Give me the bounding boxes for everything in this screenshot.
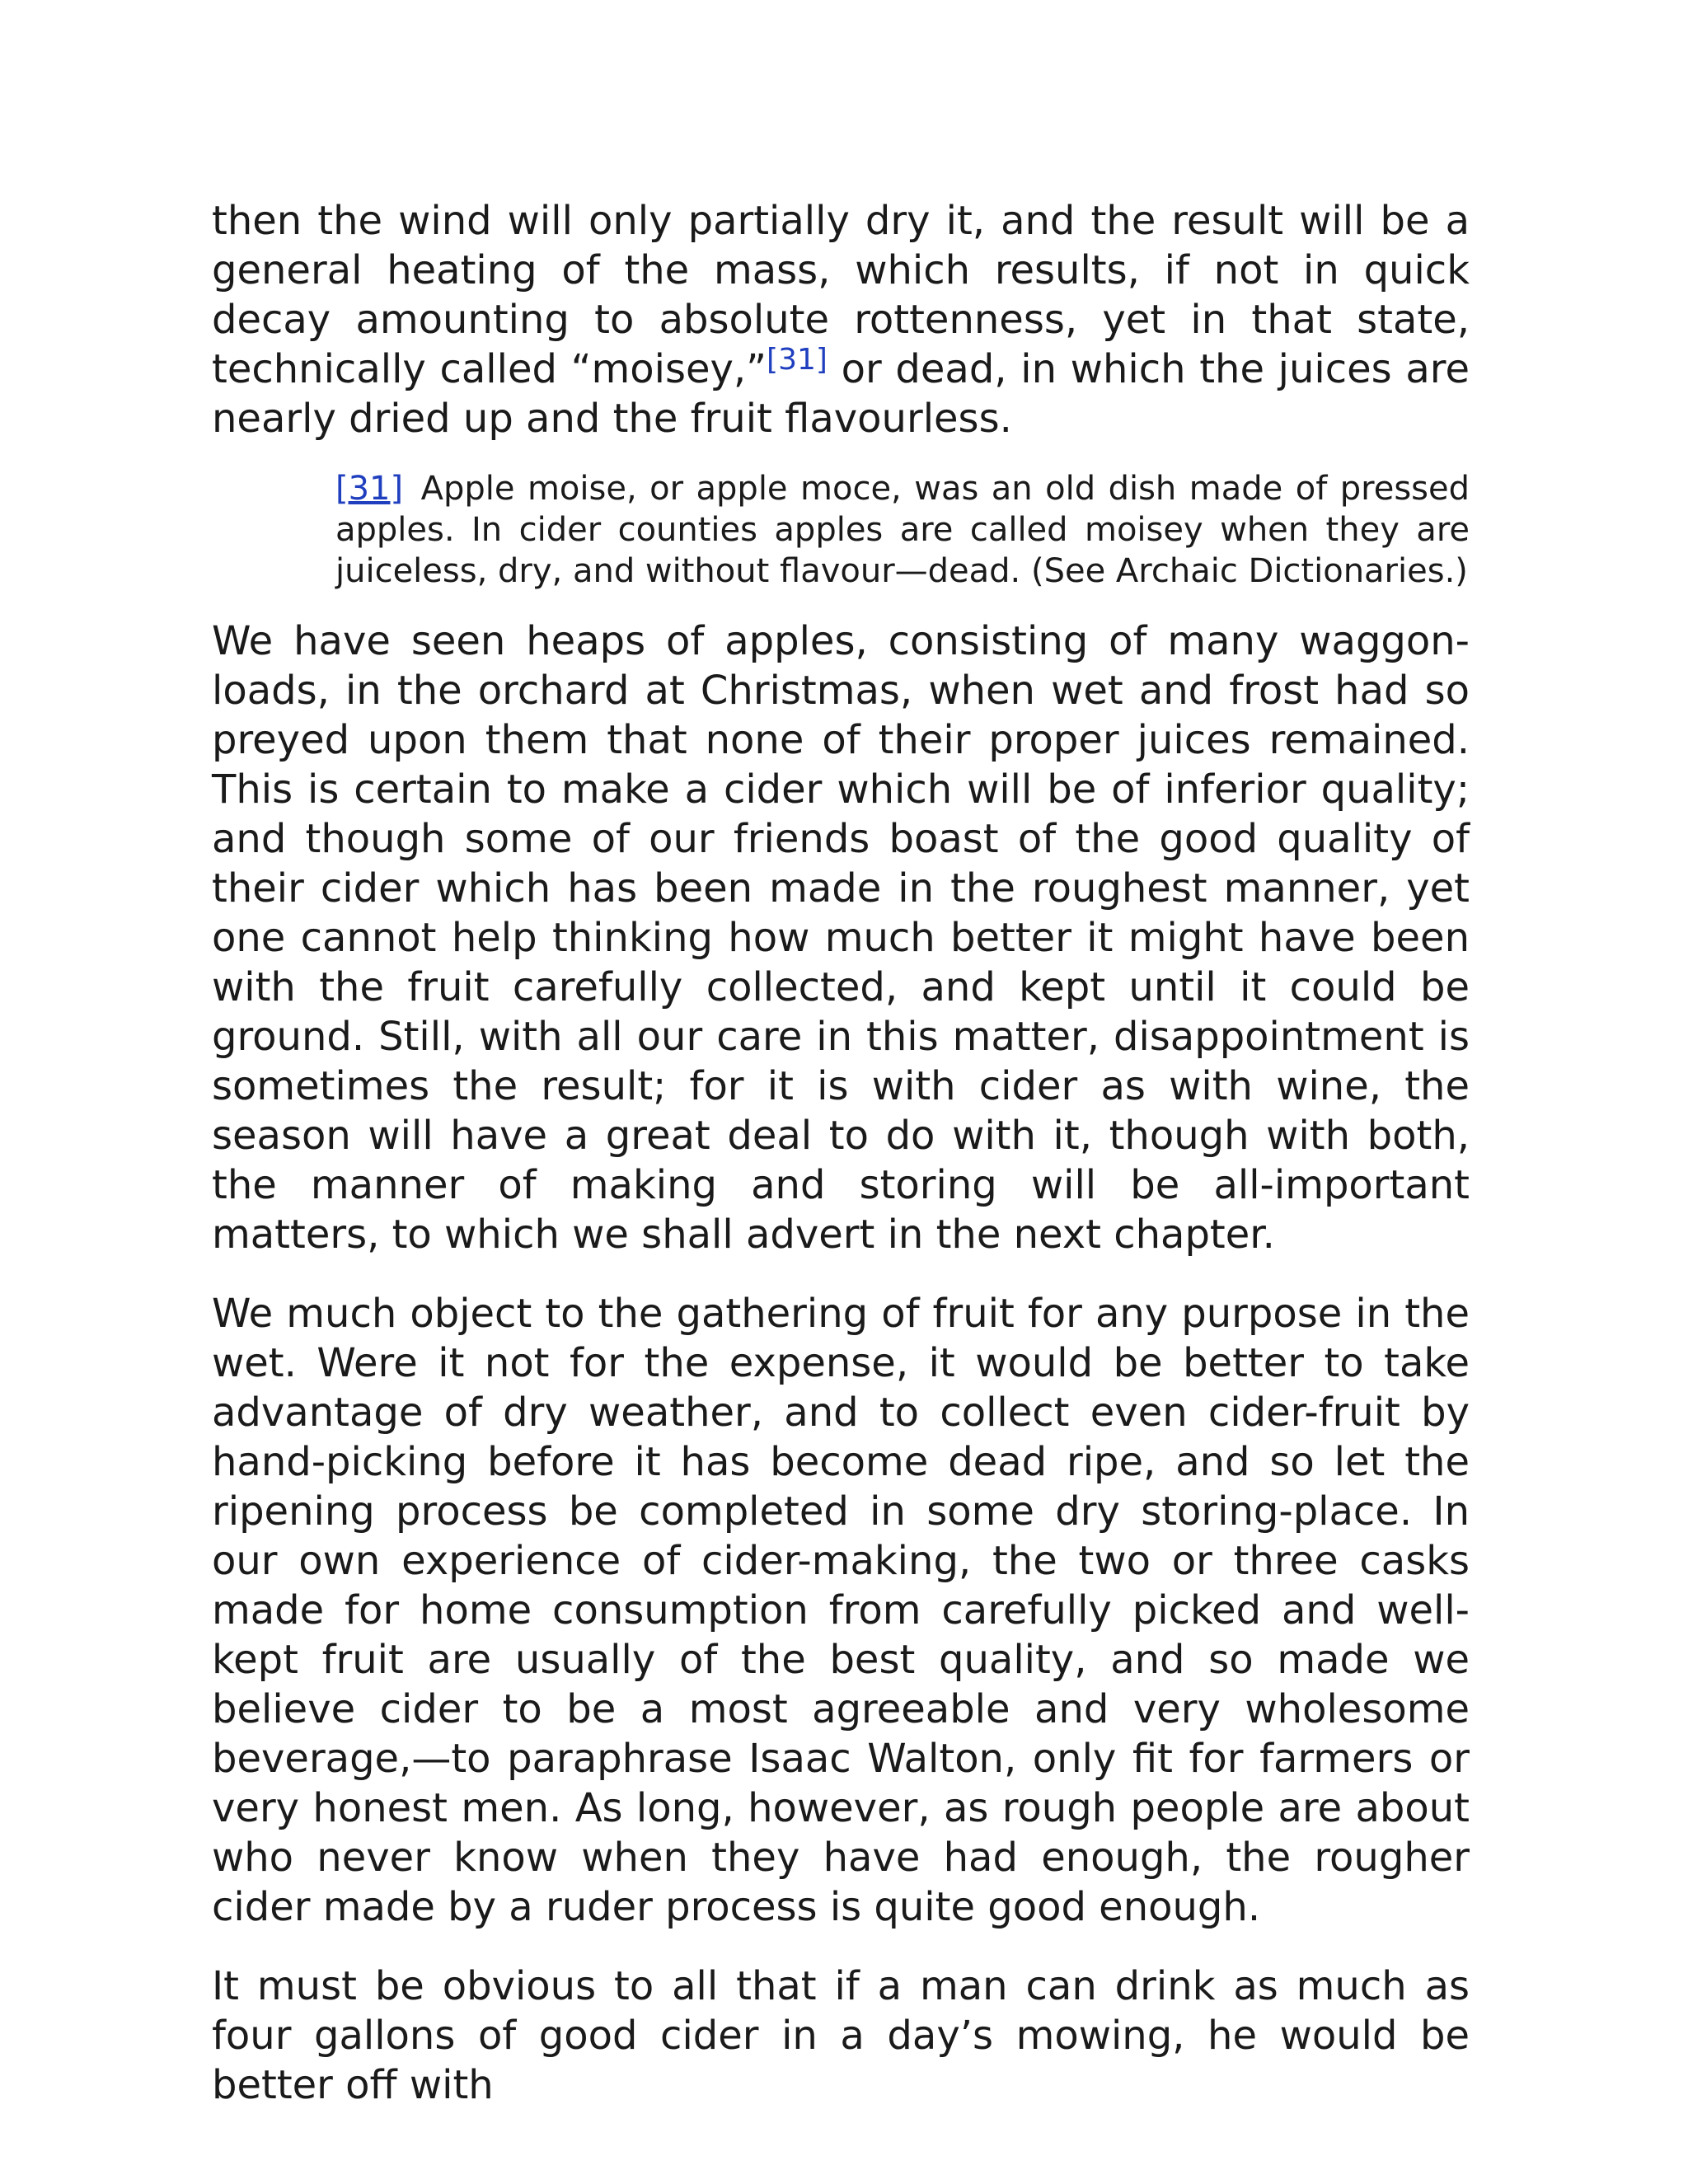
footnote-31: [335, 468, 1470, 592]
paragraph-1: [212, 196, 1470, 443]
footnote-backlink-31[interactable]: [31]: [335, 470, 404, 508]
paragraph-4: It must be obvious to all that if a man can drink as much as four gallons of good cider in a day’s mowing, he would be better off with: [212, 1963, 1470, 2108]
page-body: [212, 196, 1470, 2139]
footnote-reference-31[interactable]: [31]: [767, 343, 828, 377]
paragraph-2: We have seen heaps of apples, consisting of many waggon-loads, in the orchard at Christmas, when wet and frost had so preyed upon them that none of their proper juices remained. This is certain to make a cider which will be of inferior quality; and though some of our friends boast of the good quality of their cider which has been made in the roughest manner, yet one cannot help thinking how much better it might have been with the fruit carefully collected, and kept until it could be ground. Still, with all our care in this matter, disappointment is sometimes the result; for it is with cider as with wine, the season will have a great deal to do with it, though with both, the manner of making and storing will be all-important matters, to which we shall advert in the next chapter.: [212, 618, 1470, 1258]
paragraph-1-text-a: then the wind will only partially dry it, and the result will be a general heating of the mass, which results, if not in quick decay amounting to absolute rottenness, yet in that state, technically called “moisey,”: [212, 198, 1470, 392]
footnote-text: Apple moise, or apple moce, was an old dish made of pressed apples. In cider counties apples are called moisey when they are juiceless, dry, and without flavour—dead. (See Archaic Dictionaries.): [335, 470, 1470, 590]
paragraph-3: We much object to the gathering of fruit for any purpose in the wet. Were it not for the expense, it would be better to take advantage of dry weather, and to collect even cider-fruit by hand-picking before it has become dead ripe, and so let the ripening process be completed in some dry storing-place. In our own experience of cider-making, the two or three casks made for home consumption from carefully picked and well-kept fruit are usually of the best quality, and so made we believe cider to be a most agreeable and very wholesome beverage,—to paraphrase Isaac Walton, only fit for farmers or very honest men. As long, however, as rough people are about who never know when they have had enough, the rougher cider made by a ruder process is quite good enough.: [212, 1291, 1470, 1930]
paragraph-1-text-b: or dead, in which the juices are nearly dried up and the fruit flavourless.: [212, 346, 1470, 442]
